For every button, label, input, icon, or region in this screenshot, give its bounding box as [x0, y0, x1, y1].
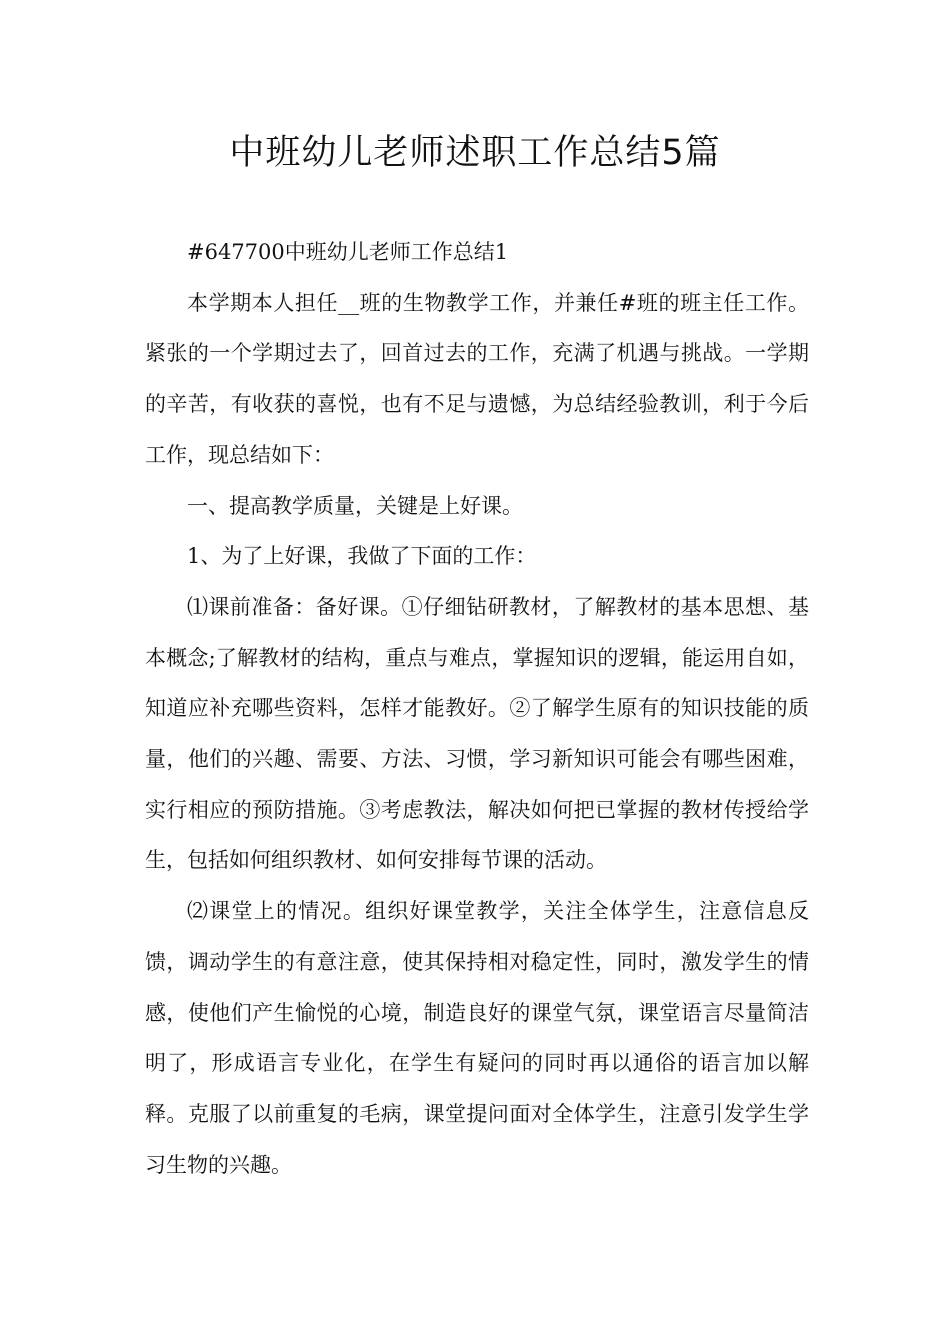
- document-title: 中班幼儿老师述职工作总结5篇: [229, 133, 721, 173]
- document-body: [145, 227, 809, 1190]
- paragraph-classroom: ⑵课堂上的情况。组织好课堂教学，关注全体学生，注意信息反馈，调动学生的有意注意，使其保持相对稳定性，同时，激发学生的情感，使他们产生愉悦的心境，制造良好的课堂气氛，课堂语言尽量简洁明了，形成语言专业化，在学生有疑问的同时再以通俗的语言加以解释。克服了以前重复的毛病，课堂提问面对全体学生，注意引发学生学习生物的兴趣。: [145, 899, 809, 1177]
- paragraph-item-heading: 1、为了上好课，我做了下面的工作：: [187, 544, 537, 569]
- paragraph-section-heading: 一、提高教学质量，关键是上好课。: [187, 493, 523, 518]
- paragraph-subtitle: #647700中班幼儿老师工作总结1: [187, 240, 509, 264]
- paragraph-lesson-prep: ⑴课前准备：备好课。①仔细钻研教材，了解教材的基本思想、基本概念;了解教材的结构，重点与难点，掌握知识的逻辑，能运用自如，知道应补充哪些资料，怎样才能教好。②了解学生原有的知识技能的质量，他们的兴趣、需要、方法、习惯，学习新知识可能会有哪些困难，实行相应的预防措施。③考虑教法，解决如何把已掌握的教材传授给学生，包括如何组织教材、如何安排每节课的活动。: [145, 594, 809, 873]
- paragraph-intro: 本学期本人担任__班的生物教学工作，并兼任#班的班主任工作。紧张的一个学期过去了，回首过去的工作，充满了机遇与挑战。一学期的辛苦，有收获的喜悦，也有不足与遗憾，为总结经验教训，利于今后工作，现总结如下：: [145, 290, 809, 467]
